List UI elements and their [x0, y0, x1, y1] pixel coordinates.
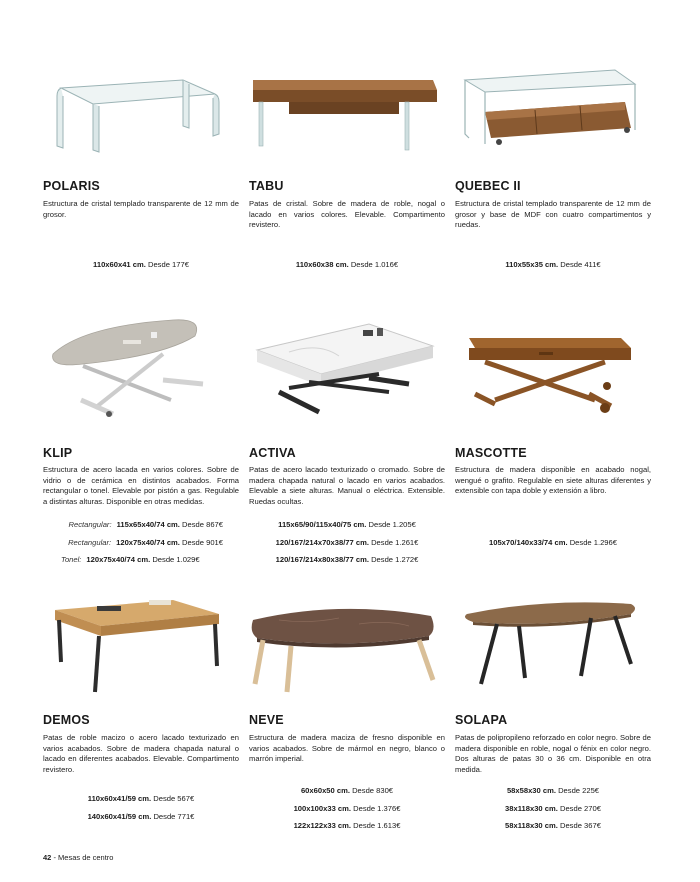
size-price: Desde 367€: [559, 821, 601, 830]
size-row: [249, 551, 445, 569]
size-row: [43, 534, 223, 552]
size-price: Desde 1.205€: [368, 520, 416, 529]
size-row: [43, 516, 223, 534]
size-dims: 120x75x40/74 cm.: [116, 537, 180, 547]
size-dims: 120/167/214x70x38/77 cm.: [275, 537, 369, 547]
size-price: Desde 830€: [352, 786, 394, 795]
size-dims: 58x58x30 cm.: [506, 786, 556, 795]
neve-image: [249, 580, 445, 710]
product-sizes: [455, 534, 651, 552]
product-description: Estructura de madera maciza de fresno disponible en varios acabados. Sobre de mármol en negro, blanco o marrón imperial.: [249, 733, 445, 764]
size-dims: 122x122x33 cm.: [293, 821, 351, 830]
size-dims: 105x70/140x33/74 cm.: [489, 538, 568, 547]
product-description: Estructura de acero lacada en varios colores. Sobre de vidrio o de cerámica en distintos acabados. Forma rectangular o tonel. Elevable por pistón a gas. Regulable a distintas alturas. Disponible en otras medidas.: [43, 465, 239, 506]
size-price: Desde 1.261€: [371, 537, 419, 547]
size-row: [249, 800, 445, 818]
product-description: Patas de cristal. Sobre de madera de roble, nogal o lacado en varios colores. Elevable. Compartimento revistero.: [249, 199, 445, 230]
size-price: Desde 1.272€: [371, 555, 419, 564]
size-dims: 120x75x40/74 cm.: [86, 555, 151, 564]
product-sizes: [43, 256, 239, 274]
size-price: Desde 867€: [182, 520, 223, 529]
size-dims: 100x100x33 cm.: [293, 803, 351, 813]
demos-image: [43, 580, 239, 710]
polaris-image: [43, 50, 239, 180]
page-footer: [43, 853, 113, 862]
size-price: Desde 1.376€: [353, 803, 401, 813]
page-number: 42: [43, 853, 52, 862]
size-row: [455, 817, 651, 835]
product-sizes: [249, 256, 445, 274]
mascotte-image: [455, 312, 651, 442]
product-title: ACTIVA: [249, 446, 296, 460]
product-sizes: [455, 782, 651, 835]
size-dims: 110x60x41/59 cm.: [87, 794, 152, 803]
size-dims: 120/167/214x80x38/77 cm.: [275, 555, 369, 564]
product-title: MASCOTTE: [455, 446, 527, 460]
size-dims: 38x118x30 cm.: [505, 803, 558, 813]
size-price: Desde 411€: [560, 260, 601, 269]
size-row: [455, 800, 651, 818]
size-dims: 58x118x30 cm.: [505, 821, 558, 830]
size-dims: 115x65/90/115x40/75 cm.: [278, 520, 367, 529]
size-price: Desde 1.029€: [152, 555, 200, 564]
size-row: [455, 256, 651, 274]
size-row: [249, 534, 445, 552]
size-dims: 110x60x41 cm.: [93, 260, 146, 269]
product-title: DEMOS: [43, 713, 90, 727]
product-sizes: [249, 516, 445, 569]
size-row: [455, 534, 651, 552]
size-row: [455, 782, 651, 800]
product-title: TABU: [249, 179, 284, 193]
product-title: NEVE: [249, 713, 284, 727]
size-dims: 110x55x35 cm.: [505, 260, 559, 269]
size-row: [249, 782, 445, 800]
quebec-ii-image: [455, 50, 651, 180]
size-dims: 115x65x40/74 cm.: [116, 520, 180, 529]
size-label: Rectangular:: [68, 537, 112, 547]
size-dims: 60x60x50 cm.: [300, 786, 350, 795]
size-row: [43, 808, 239, 826]
size-row: [43, 551, 239, 569]
product-description: Estructura de cristal templado transparente de 12 mm de grosor y base de MDF con cuatro compartimentos y ruedas.: [455, 199, 651, 230]
size-price: Desde 270€: [559, 803, 601, 813]
size-row: [43, 256, 239, 274]
size-price: Desde 1.296€: [569, 538, 617, 547]
product-sizes: [455, 256, 651, 274]
size-label: Tonel:: [61, 555, 82, 564]
product-title: SOLAPA: [455, 713, 508, 727]
size-dims: 140x60x41/59 cm.: [87, 811, 152, 821]
size-row: [249, 516, 445, 534]
size-row: [43, 790, 239, 808]
product-title: QUEBEC II: [455, 179, 521, 193]
size-row: [249, 817, 445, 835]
product-title: KLIP: [43, 446, 73, 460]
footer-separator: -: [53, 853, 56, 862]
product-title: POLARIS: [43, 179, 100, 193]
solapa-image: [455, 580, 651, 710]
size-row: [249, 256, 445, 274]
product-description: Estructura de madera disponible en acabado nogal, wengué o grafito. Regulable en siete alturas diferentes y extensible con tapa doble y extensión a libro.: [455, 465, 651, 496]
size-price: Desde 225€: [558, 786, 600, 795]
size-price: Desde 1.016€: [350, 260, 399, 269]
section-name: Mesas de centro: [58, 853, 114, 862]
size-price: Desde 177€: [147, 260, 189, 269]
size-price: Desde 567€: [153, 794, 195, 803]
product-sizes: [43, 516, 239, 569]
product-description: Estructura de cristal templado transparente de 12 mm de grosor.: [43, 199, 239, 219]
size-label: Rectangular:: [68, 520, 112, 529]
size-price: Desde 771€: [153, 811, 195, 821]
size-dims: 110x60x38 cm.: [295, 260, 349, 269]
product-description: Patas de acero lacado texturizado o cromado. Sobre de madera chapada natural o lacado en varios acabados. Elevable a siete alturas. Manual o eléctrica. Extensible. Ruedas ocultas.: [249, 465, 445, 506]
product-description: Patas de roble macizo o acero lacado texturizado en varios acabados. Sobre de madera chapada natural o lacado en diferentes acabados. Elevable. Compartimento revistero.: [43, 733, 239, 774]
activa-image: [249, 312, 445, 442]
product-sizes: [249, 782, 445, 835]
product-description: Patas de polipropileno reforzado en color negro. Sobre de madera disponible en roble, nogal o fénix en color negro. Dos alturas de patas 30 o 36 cm. Disponible en otra medida.: [455, 733, 651, 774]
size-price: Desde 1.613€: [353, 821, 401, 830]
klip-image: [43, 312, 239, 442]
product-sizes: [43, 790, 239, 825]
tabu-image: [249, 50, 445, 180]
size-price: Desde 901€: [182, 537, 223, 547]
